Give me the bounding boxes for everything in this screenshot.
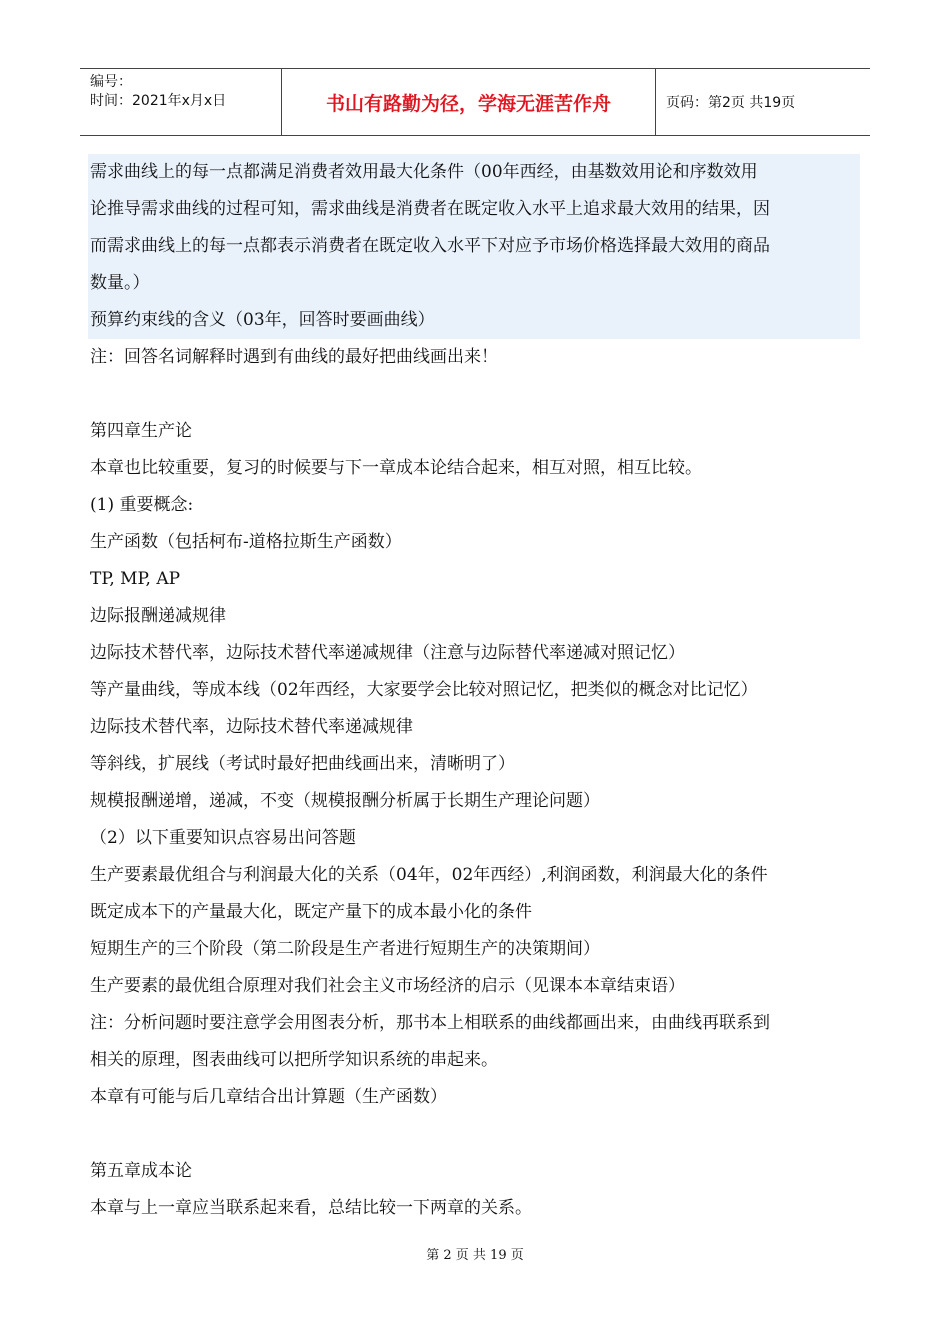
page-header [80,68,870,136]
blank-line [90,376,860,413]
text-line: 本章也比较重要，复习的时候要与下一章成本论结合起来，相互对照，相互比较。 [90,458,702,478]
note-line: 注：回答名词解释时遇到有曲线的最好把曲线画出来！ [90,347,498,367]
header-meta [80,69,282,135]
chapter-title: 第四章生产论 [90,421,192,441]
text-line: 生产函数（包括柯布-道格拉斯生产函数） [90,532,402,552]
section-heading: (1) 重要概念: [90,495,194,515]
text-line: 生产要素的最优组合原理对我们社会主义市场经济的启示（见课本本章结束语） [90,976,685,996]
text-line: 需求曲线上的每一点都满足消费者效用最大化条件（00年西经，由基数效用论和序数效用 [90,162,758,182]
chapter-title: 第五章成本论 [90,1161,192,1181]
note-line: 注：分析问题时要注意学会用图表分析，那书本上相联系的曲线都画出来，由曲线再联系到 [90,1013,770,1033]
header-motto: 书山有路勤为径，学海无涯苦作舟 [282,69,656,135]
highlighted-block [88,154,860,339]
header-page-info: 页码：第2页 共19页 [666,95,796,111]
text-line: 短期生产的三个阶段（第二阶段是生产者进行短期生产的决策期间） [90,939,600,959]
date-label: 时间：2021年x月x日 [90,93,227,109]
blank-line [90,1116,860,1153]
text-line: 论推导需求曲线的过程可知，需求曲线是消费者在既定收入水平上追求最大效用的结果，因 [90,199,770,219]
text-line: 本章有可能与后几章结合出计算题（生产函数） [90,1087,447,1107]
text-line: 既定成本下的产量最大化，既定产量下的成本最小化的条件 [90,902,532,922]
text-line: 边际技术替代率，边际技术替代率递减规律（注意与边际替代率递减对照记忆） [90,643,685,663]
text-line: 数量。） [90,273,150,293]
text-line: 而需求曲线上的每一点都表示消费者在既定收入水平下对应予市场价格选择最大效用的商品 [90,236,770,256]
text-line: 边际报酬递减规律 [90,606,226,626]
text-line: 规模报酬递增，递减，不变（规模报酬分析属于长期生产理论问题） [90,791,600,811]
section-heading: （2）以下重要知识点容易出问答题 [90,828,356,848]
text-line: TP, MP, AP [90,569,181,589]
page-footer: 第 2 页 共 19 页 [426,1248,524,1263]
text-line: 相关的原理，图表曲线可以把所学知识系统的串起来。 [90,1050,498,1070]
code-label: 编号： [90,74,132,90]
text-line: 本章与上一章应当联系起来看，总结比较一下两章的关系。 [90,1198,532,1218]
text-line: 预算约束线的含义（03年，回答时要画曲线） [90,310,435,330]
document-body [90,154,860,1227]
text-line: 等斜线，扩展线（考试时最好把曲线画出来，清晰明了） [90,754,515,774]
text-line: 边际技术替代率，边际技术替代率递减规律 [90,717,413,737]
text-line: 生产要素最优组合与利润最大化的关系（04年，02年西经）,利润函数，利润最大化的条件 [90,865,768,885]
text-line: 等产量曲线，等成本线（02年西经，大家要学会比较对照记忆，把类似的概念对比记忆） [90,680,758,700]
